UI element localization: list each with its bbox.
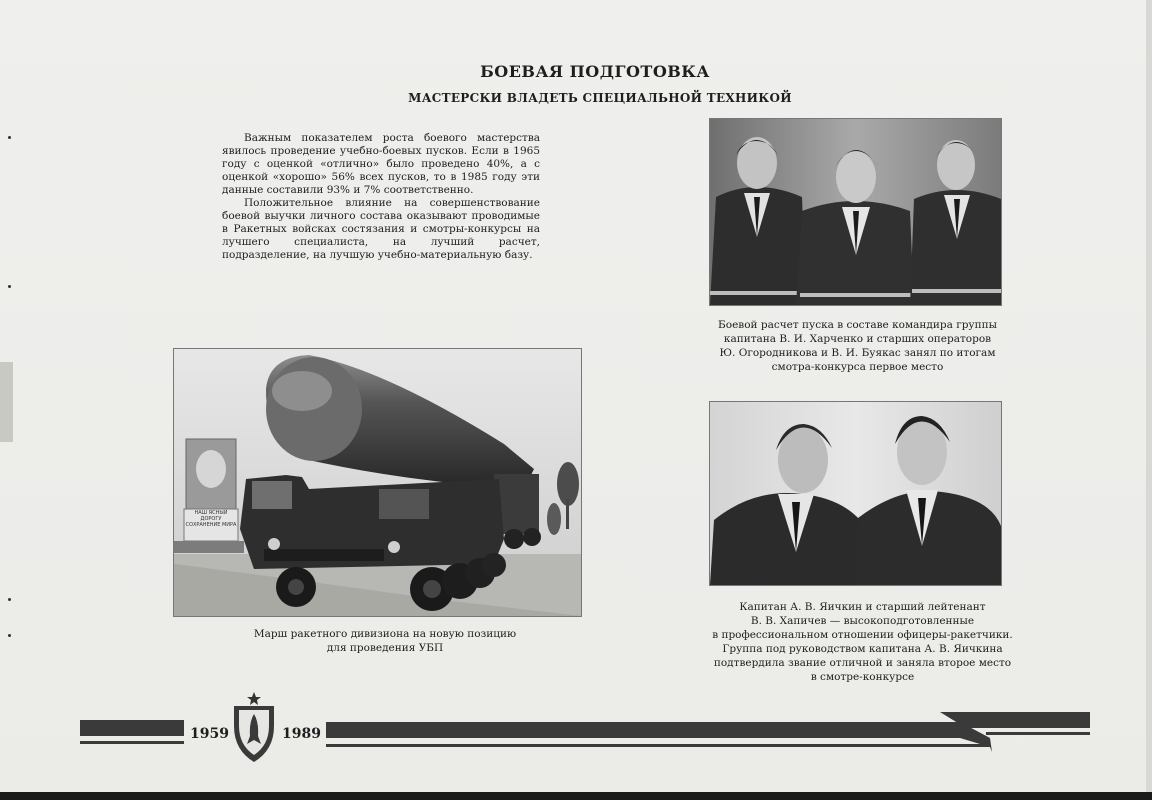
billboard-text: НАШ ЯСНЫЙ ДОРОГУ СОХРАНЕНИЕ МИРА xyxy=(185,510,237,528)
scan-bottom-edge xyxy=(0,792,1152,800)
year-end: 1989 xyxy=(282,726,321,742)
binder-hole xyxy=(8,634,11,637)
caption-line: смотра-конкурса первое место xyxy=(771,361,944,373)
star-shield-icon xyxy=(230,692,278,764)
footer-bar-left xyxy=(80,720,184,736)
intro-paragraph-2: Положительное влияние на совершенствование боевой выучки личного состава оказывают проводимые в Ракетных войсках состязания и смотры-конкурсы на лучшего специалиста, на лучший расчет, подразделение, на лучшую учебно-материальную базу. xyxy=(222,197,540,261)
page-title: БОЕВАЯ ПОДГОТОВКА xyxy=(480,62,710,81)
missile-march-caption xyxy=(215,627,555,655)
caption-line: в профессиональном отношении офицеры-ракетчики. xyxy=(712,629,1013,641)
page-subtitle: МАСТЕРСКИ ВЛАДЕТЬ СПЕЦИАЛЬНОЙ ТЕХНИКОЙ xyxy=(408,91,792,105)
binder-hole xyxy=(8,136,11,139)
caption-line: Боевой расчет пуска в составе командира группы xyxy=(718,319,997,331)
caption-line: подтвердила звание отличной и заняла второе место xyxy=(713,657,1012,669)
anniversary-emblem xyxy=(230,692,278,764)
caption-line: Ю. Огородникова и В. И. Буякас занял по итогам xyxy=(719,347,996,359)
intro-text xyxy=(222,132,540,262)
missile-march-photo xyxy=(173,348,582,617)
missile-march-image xyxy=(174,349,581,616)
crew-photo-image xyxy=(710,119,1001,305)
crew-photo-caption xyxy=(680,318,1035,374)
caption-line: Капитан А. В. Яичкин и старший лейтенант xyxy=(739,601,986,613)
binder-hole xyxy=(8,598,11,601)
officers-photo xyxy=(709,401,1002,586)
caption-line: для проведения УБП xyxy=(326,642,444,654)
binder-hole xyxy=(8,285,11,288)
officers-photo-image xyxy=(710,402,1001,585)
binder-mark xyxy=(0,362,13,442)
intro-paragraph-1: Важным показателем роста боевого мастерства явилось проведение учебно-боевых пусков. Если в 1965 году с оценкой «отлично» было проведено 40%, а с оценкой «хорошо» 56% всех пусков, то в 1985 году эти данные составили 93% и 7% соответственно. xyxy=(222,132,540,196)
footer-ribbon xyxy=(326,708,1090,758)
officers-photo-caption xyxy=(690,600,1035,684)
caption-line: В. В. Хапичев — высокоподготовленные xyxy=(750,615,975,627)
caption-line: в смотре-конкурсе xyxy=(810,671,915,683)
caption-line: Группа под руководством капитана А. В. Яичкина xyxy=(722,643,1003,655)
year-start: 1959 xyxy=(190,726,229,742)
caption-line: капитана В. И. Харченко и старших операторов xyxy=(723,333,992,345)
caption-line: Марш ракетного дивизиона на новую позицию xyxy=(253,628,517,640)
footer-bar-left-thin xyxy=(80,741,184,744)
footer-ribbon-shape xyxy=(326,708,1090,758)
crew-photo xyxy=(709,118,1002,306)
page-edge xyxy=(1146,0,1152,800)
